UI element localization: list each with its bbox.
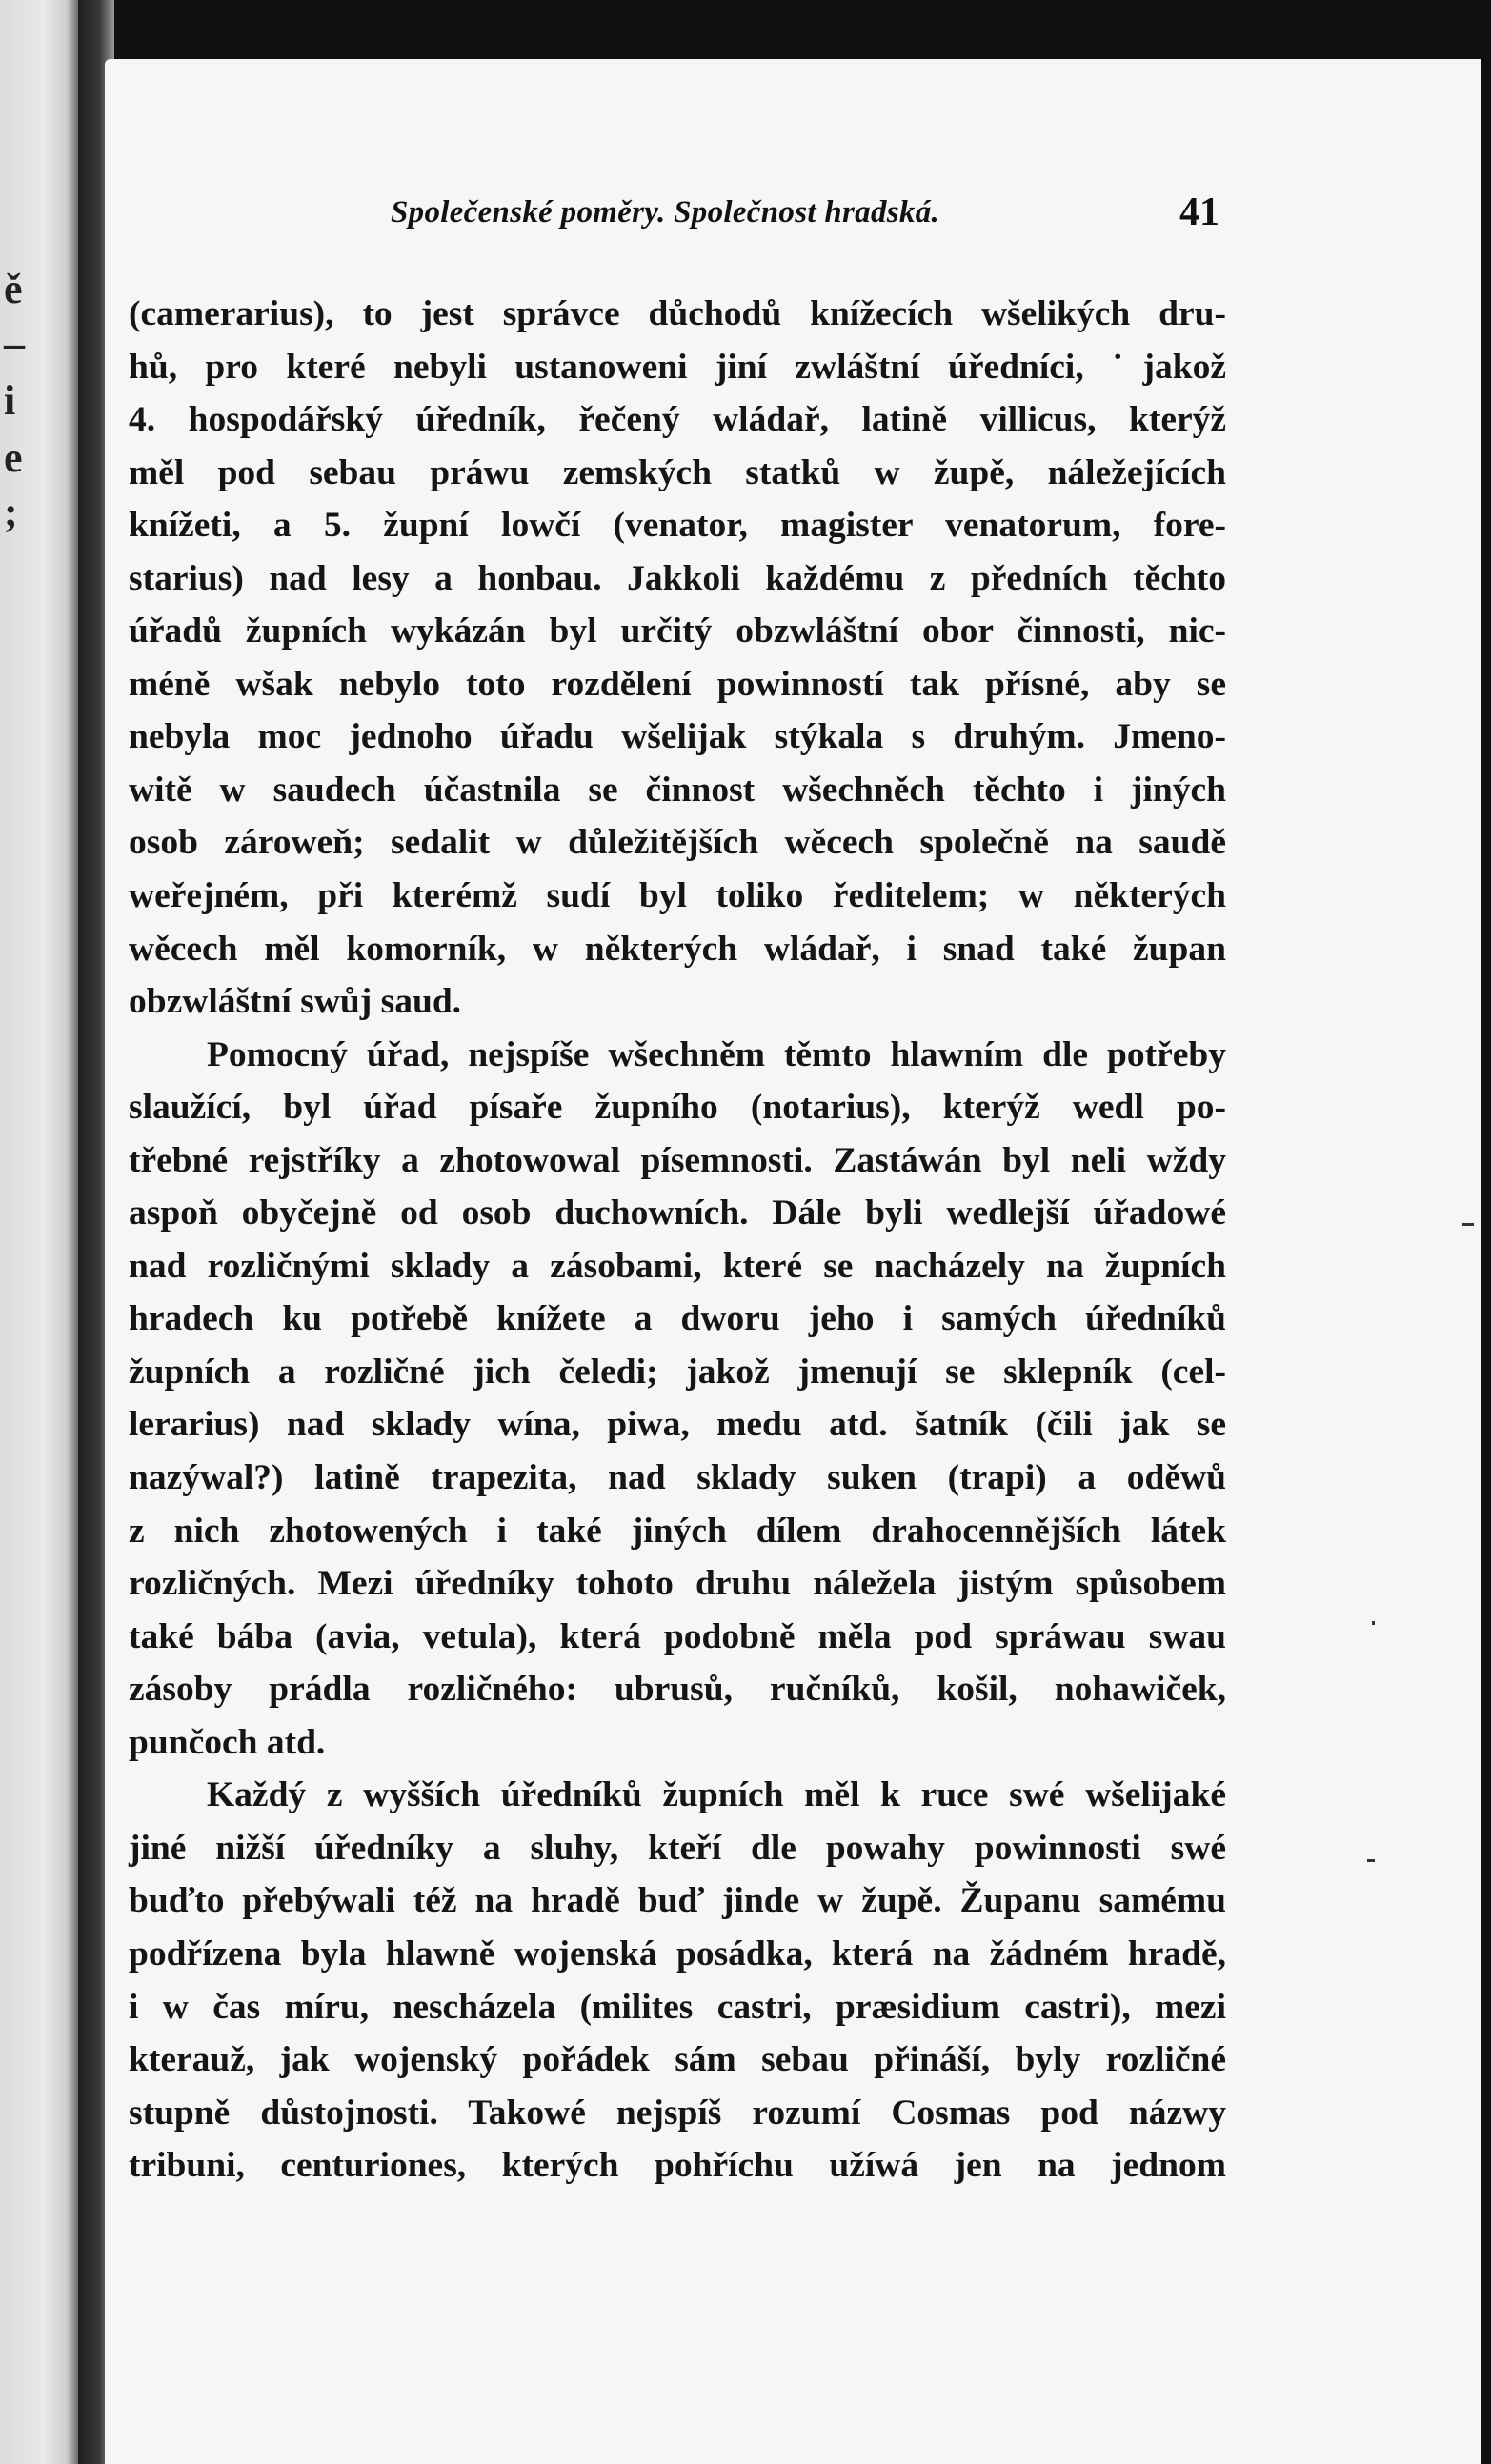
margin-fragment: – <box>4 320 25 367</box>
text-line: obzwláštní swůj saud. <box>129 982 462 1022</box>
text-line: slaužící, byl úřad písaře župního (notarius), kterýž wedl po- <box>129 1088 1226 1128</box>
margin-fragment: ; <box>4 489 18 535</box>
text-line: knížeti, a 5. župní lowčí (venator, magister venatorum, fore- <box>129 506 1226 546</box>
page-number: 41 <box>1179 190 1219 234</box>
text-line: Pomocný úřad, nejspíše wšechněm těmto hlawním dle potřeby <box>207 1034 1226 1074</box>
text-line: weřejném, při kterémž sudí byl toliko ředitelem; w některých <box>129 876 1226 916</box>
text-line: aspoň obyčejně od osob duchowních. Dále byli wedlejší úřadowé <box>129 1193 1226 1233</box>
text-line: z nich zhotowených i také jiných dílem drahocennějších látek <box>129 1511 1226 1551</box>
text-line: kterauž, jak wojenský pořádek sám sebau přináší, byly rozličné <box>129 2040 1226 2080</box>
text-line: osob zároweň; sedalit w důležitějších wěcech společně na saudě <box>129 823 1226 863</box>
text-line: buďto přebýwali též na hradě buď jinde w župě. Županu samému <box>129 1881 1226 1921</box>
text-line: také bába (avia, vetula), která podobně měla pod spráwau swau <box>129 1616 1226 1656</box>
text-line: lerarius) nad sklady wína, piwa, medu atd. šatník (čili jak se <box>129 1405 1226 1445</box>
text-line: stupně důstojnosti. Takowé nejspíš rozumí Cosmas pod názwy <box>129 2093 1226 2133</box>
margin-fragment: e <box>4 434 23 481</box>
text-line: župních a rozličné jich čeledi; jakož jmenují se sklepník (cel- <box>129 1352 1226 1392</box>
text-line: tribuni, centuriones, kterých pohříchu užíwá jen na jednom <box>129 2146 1226 2186</box>
text-line: třebné rejstříky a zhotowowal písemnosti. Zastáwán byl neli wždy <box>129 1140 1226 1180</box>
text-line: starius) nad lesy a honbau. Jakkoli každému z předních těchto <box>129 558 1226 598</box>
text-line: witě w saudech účastnila se činnost wšechněch těchto i jiných <box>129 770 1226 810</box>
body-text <box>129 288 1226 2193</box>
text-line: méně wšak nebylo toto rozdělení powinností tak přísné, aby se <box>129 664 1226 704</box>
text-line: hů, pro které nebyli ustanoweni jiní zwláštní úředníci, ˙jakož <box>129 347 1226 387</box>
text-line: zásoby prádla rozličného: ubrusů, ručníků, košil, nohawiček, <box>129 1670 1226 1710</box>
margin-fragment: ě <box>4 266 23 312</box>
text-line: rozličných. Mezi úředníky tohoto druhu náležela jistým spůsobem <box>129 1564 1226 1604</box>
text-line: Každý z wyšších úředníků župních měl k ruce swé wšelijaké <box>207 1775 1226 1815</box>
text-line: (camerarius), to jest správce důchodů knížecích wšelikých dru- <box>129 294 1226 333</box>
scan-speck <box>1367 1859 1375 1862</box>
page-header <box>391 190 1219 243</box>
text-line: hradech ku potřebě knížete a dworu jeho i samých úředníků <box>129 1299 1226 1339</box>
text-line: i w čas míru, nescházela (milites castri, præsidium castri), mezi <box>129 1987 1226 2027</box>
previous-page-edge <box>0 0 78 2464</box>
text-line: nad rozličnými sklady a zásobami, které se nacházely na župních <box>129 1246 1226 1286</box>
text-line: nebyla moc jednoho úřadu wšelijak stýkala s druhým. Jmeno- <box>129 717 1226 757</box>
text-line: úřadů župních wykázán byl určitý obzwláštní obor činnosti, nic- <box>129 611 1226 651</box>
text-line: jiné nižší úředníky a sluhy, kteří dle powahy powinnosti swé <box>129 1828 1226 1868</box>
scan-speck <box>1462 1223 1474 1226</box>
text-line: punčoch atd. <box>129 1722 326 1762</box>
text-line: podřízena byla hlawně wojenská posádka, která na žádném hradě, <box>129 1933 1226 1973</box>
text-line: nazýwal?) latině trapezita, nad sklady suken (trapi) a oděwů <box>129 1458 1226 1498</box>
running-title: Společenské poměry. Společnost hradská. <box>391 195 940 230</box>
text-line: wěcech měl komorník, w některých wládař, i snad také župan <box>129 929 1226 969</box>
margin-fragment: i <box>4 377 16 424</box>
text-line: měl pod sebau práwu zemských statků w župě, náležejících <box>129 452 1226 492</box>
text-line: 4. hospodářský úředník, řečený wládař, latině villicus, kterýž <box>129 400 1226 440</box>
scan-speck <box>1372 1621 1375 1625</box>
